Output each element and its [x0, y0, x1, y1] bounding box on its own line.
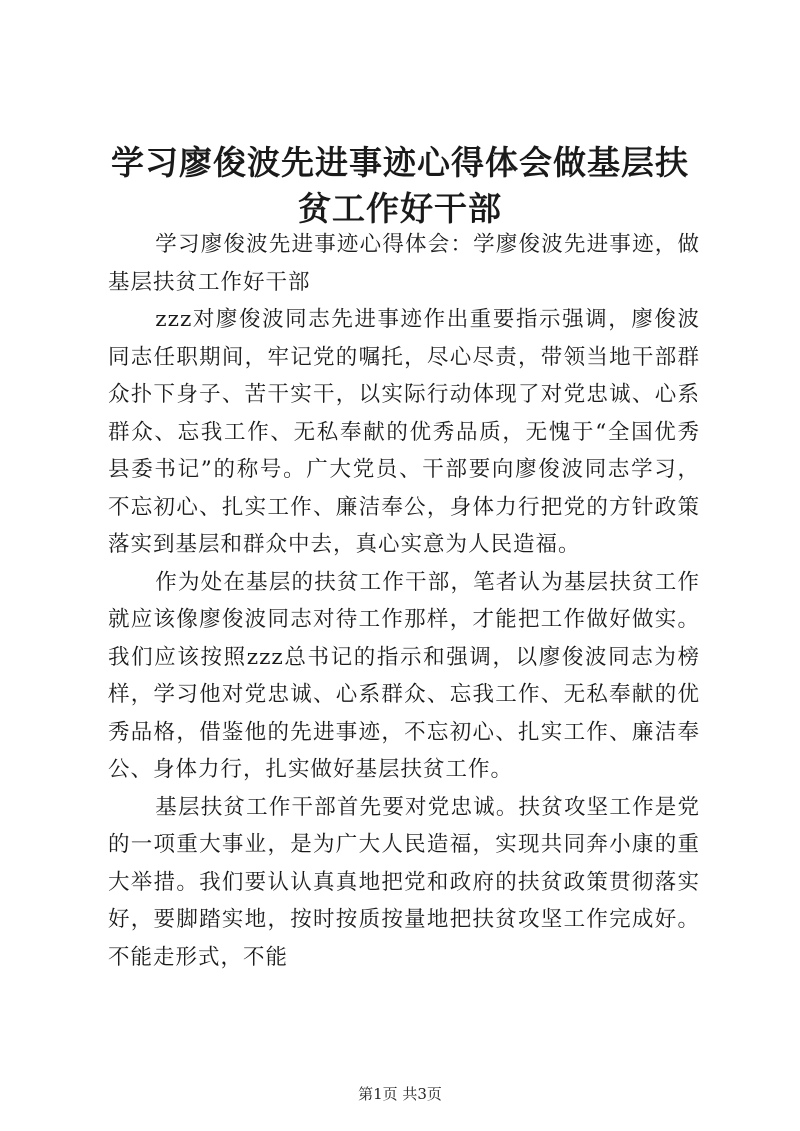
paragraph-4: 基层扶贫工作干部首先要对党忠诚。扶贫攻坚工作是党的一项重大事业，是为广大人民造福，实现共同奔小康的重大举措。我们要认认真真地把党和政府的扶贫政策贯彻落实好，要脚踏实地，按时按质按量地把扶贫攻坚工作完成好。不能走形式，不能 [108, 794, 700, 970]
document-body [108, 226, 700, 976]
paragraph-3: 作为处在基层的扶贫工作干部，笔者认为基层扶贫工作就应该像廖俊波同志对待工作那样，才能把工作做好做实。我们应该按照zzz总书记的指示和强调，以廖俊波同志为榜样，学习他对党忠诚、心系群众、忘我工作、无私奉献的优秀品格，借鉴他的先进事迹，不忘初心、扎实工作、廉洁奉公、身体力行，扎实做好基层扶贫工作。 [108, 569, 700, 782]
paragraph-1: 学习廖俊波先进事迹心得体会：学廖俊波先进事迹，做基层扶贫工作好干部 [108, 232, 700, 295]
paragraph-2: zzz对廖俊波同志先进事迹作出重要指示强调，廖俊波同志任职期间，牢记党的嘱托，尽心尽责，带领当地干部群众扑下身子、苦干实干，以实际行动体现了对党忠诚、心系群众、忘我工作、无私奉献的优秀品质，无愧于“全国优秀县委书记”的称号。广大党员、干部要向廖俊波同志学习，不忘初心、扎实工作、廉洁奉公，身体力行把党的方针政策落实到基层和群众中去，真心实意为人民造福。 [108, 307, 700, 557]
page-footer: 第1页 共3页 [358, 1085, 442, 1103]
document-title: 学习廖俊波先进事迹心得体会做基层扶贫工作好干部 [111, 143, 689, 228]
